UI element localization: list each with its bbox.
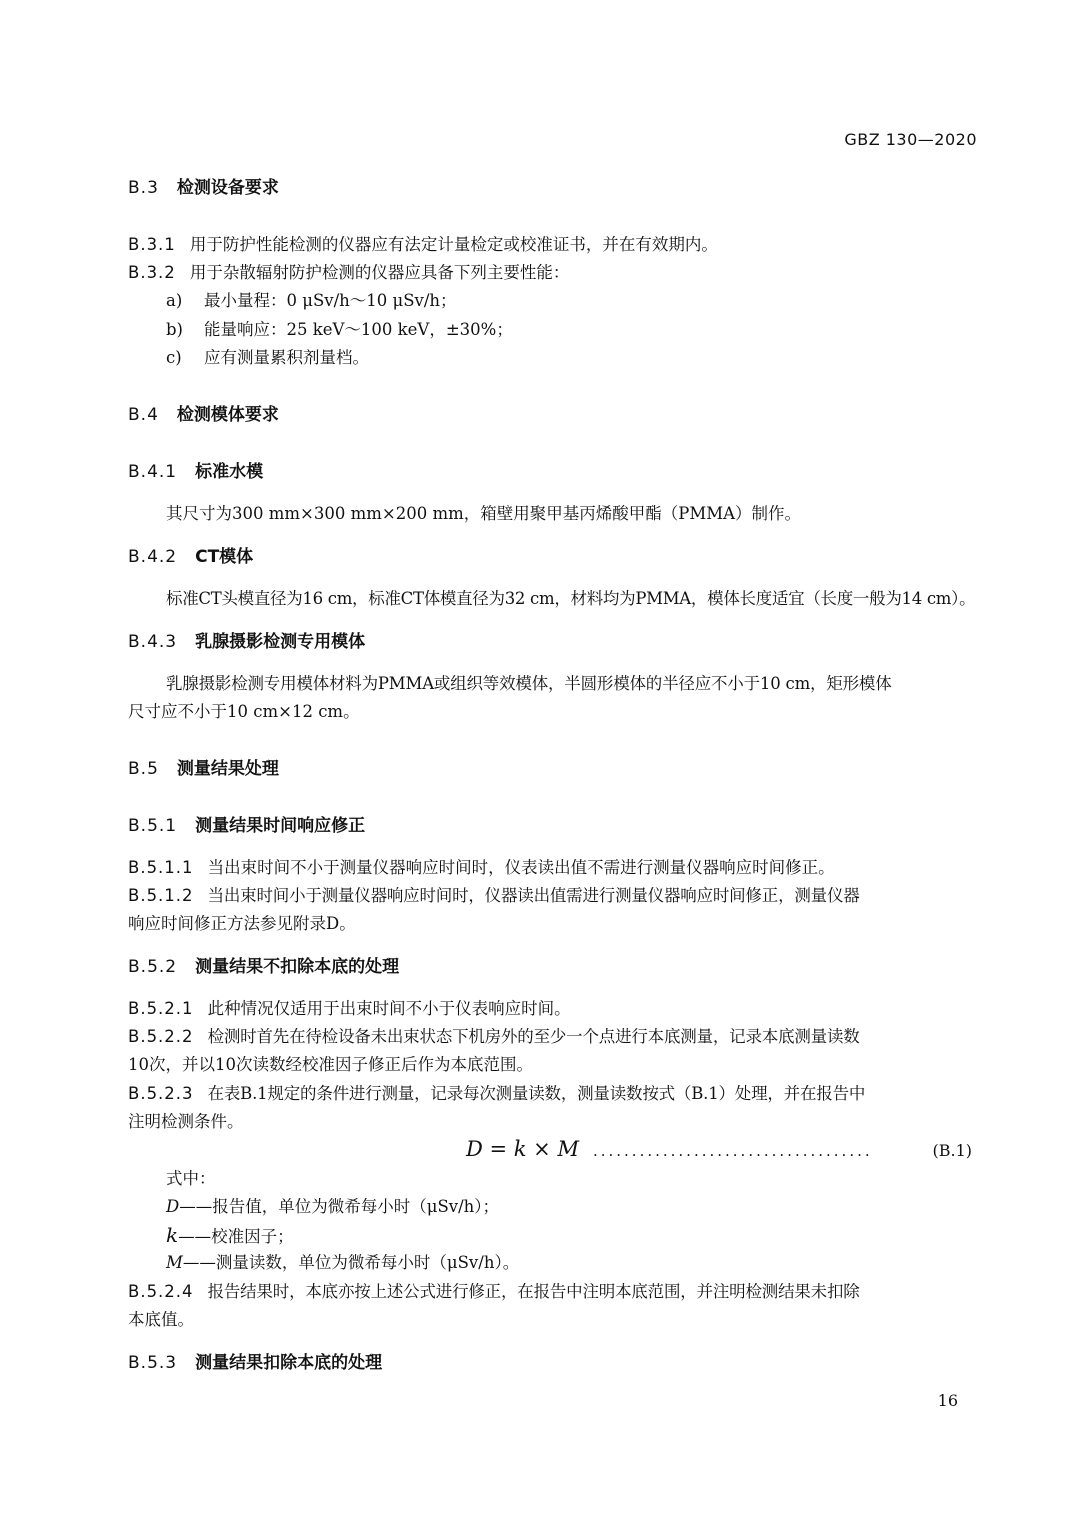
list-label: a) <box>166 291 183 310</box>
paragraph-b41: 其尺寸为300 mm×300 mm×200 mm，箱壁用聚甲基丙烯酸甲酯（PMMA）制作。 <box>166 504 802 523</box>
clause-text: 用于防护性能检测的仪器应有法定计量检定或校准证书，并在有效期内。 <box>189 235 718 254</box>
subsection-heading-b43 <box>128 630 365 654</box>
section-title: 标准水模 <box>195 462 264 482</box>
section-number: B.5.1 <box>128 816 178 836</box>
clause-text: 在表B.1规定的条件进行测量，记录每次测量读数，测量读数按式（B.1）处理，并在报告中 <box>207 1084 866 1103</box>
clause-text: 此种情况仅适用于出束时间不小于仪表响应时间。 <box>207 999 571 1018</box>
section-number: B.4.2 <box>128 547 178 567</box>
equation-b1 <box>466 1137 972 1161</box>
clause-text: 当出束时间小于测量仪器响应时间时，仪器读出值需进行测量仪器响应时间修正，测量仪器 <box>207 886 860 905</box>
clause-number: B.3.1 <box>128 235 176 254</box>
section-title: 测量结果不扣除本底的处理 <box>195 957 400 977</box>
subsection-heading-b51 <box>128 814 365 838</box>
standard-code: GBZ 130—2020 <box>844 130 977 149</box>
clause-b522 <box>128 1025 860 1049</box>
section-title: 乳腺摄影检测专用模体 <box>195 632 366 652</box>
subsection-heading-b42 <box>128 545 253 569</box>
subsection-heading-b41 <box>128 460 263 484</box>
section-title: 测量结果时间响应修正 <box>195 816 366 836</box>
where-label: 式中： <box>166 1169 216 1188</box>
clause-b524 <box>128 1280 860 1304</box>
equation-number: (B.1) <box>932 1141 972 1160</box>
variable-symbol: M <box>166 1253 183 1272</box>
clause-b523 <box>128 1082 865 1106</box>
variable-definition <box>166 1195 499 1219</box>
list-item <box>166 318 513 342</box>
clause-b32 <box>128 261 569 285</box>
variable-definition <box>166 1251 519 1275</box>
clause-b522-continued: 10次，并以10次读数经校准因子修正后作为本底范围。 <box>128 1055 533 1074</box>
clause-text: 检测时首先在待检设备未出束状态下机房外的至少一个点进行本底测量，记录本底测量读数 <box>207 1027 860 1046</box>
page-number: 16 <box>937 1391 958 1410</box>
paragraph-b43-line2: 尺寸应不小于10 cm×12 cm。 <box>128 702 360 721</box>
clause-text: 报告结果时，本底亦按上述公式进行修正，在报告中注明本底范围，并注明检测结果未扣除 <box>207 1282 860 1301</box>
variable-description: ——报告值，单位为微希每小时（μSv/h）； <box>179 1197 500 1216</box>
clause-number: B.5.2.4 <box>128 1282 194 1301</box>
list-text: 能量响应：25 keV～100 keV，±30%； <box>204 320 513 339</box>
variable-symbol: D <box>166 1197 180 1216</box>
clause-b512 <box>128 884 860 908</box>
clause-number: B.3.2 <box>128 263 176 282</box>
subsection-heading-b52 <box>128 955 399 979</box>
section-number: B.5.3 <box>128 1353 178 1373</box>
section-number: B.4 <box>128 405 159 425</box>
variable-description: ——测量读数，单位为微希每小时（μSv/h）。 <box>182 1253 520 1272</box>
clause-b524-continued: 本底值。 <box>128 1310 194 1329</box>
clause-number: B.5.1.1 <box>128 858 194 877</box>
subsection-heading-b53 <box>128 1351 382 1375</box>
section-number: B.4.1 <box>128 462 178 482</box>
clause-number: B.5.2.2 <box>128 1027 194 1046</box>
list-text: 应有测量累积剂量档。 <box>204 348 369 367</box>
list-text: 最小量程：0 μSv/h～10 μSv/h； <box>204 291 457 310</box>
clause-b511 <box>128 856 835 880</box>
clause-number: B.5.2.3 <box>128 1084 194 1103</box>
section-heading-b3 <box>128 176 279 200</box>
clause-b512-continued: 响应时间修正方法参见附录D。 <box>128 914 356 933</box>
variable-definition <box>166 1223 294 1249</box>
section-title: 测量结果扣除本底的处理 <box>195 1353 383 1373</box>
variable-symbol: k <box>166 1223 179 1247</box>
clause-number: B.5.1.2 <box>128 886 194 905</box>
clause-b523-continued: 注明检测条件。 <box>128 1112 244 1131</box>
equation-leader-dots: .................................... <box>592 1142 873 1160</box>
paragraph-b42: 标准CT头模直径为16 cm，标准CT体模直径为32 cm，材料均为PMMA，模体长度适宜（长度一般为14 cm）。 <box>166 589 976 608</box>
section-title: CT模体 <box>195 547 254 567</box>
list-item <box>166 346 369 370</box>
list-item <box>166 289 457 313</box>
section-number: B.5.2 <box>128 957 178 977</box>
section-heading-b5 <box>128 757 279 781</box>
equation-expression: D = k × M <box>466 1137 579 1161</box>
clause-number: B.5.2.1 <box>128 999 194 1018</box>
section-heading-b4 <box>128 403 279 427</box>
section-title: 检测设备要求 <box>176 178 279 198</box>
paragraph-b43-line1: 乳腺摄影检测专用模体材料为PMMA或组织等效模体，半圆形模体的半径应不小于10 cm，矩形模体 <box>166 674 892 693</box>
section-number: B.5 <box>128 759 159 779</box>
section-number: B.3 <box>128 178 159 198</box>
list-label: c) <box>166 348 182 367</box>
clause-text: 当出束时间不小于测量仪器响应时间时，仪表读出值不需进行测量仪器响应时间修正。 <box>207 858 835 877</box>
section-number: B.4.3 <box>128 632 178 652</box>
variable-description: ——校准因子； <box>178 1227 294 1246</box>
clause-text: 用于杂散辐射防护检测的仪器应具备下列主要性能： <box>189 263 570 282</box>
section-title: 检测模体要求 <box>176 405 279 425</box>
section-title: 测量结果处理 <box>176 759 279 779</box>
clause-b31 <box>128 233 718 257</box>
clause-b521 <box>128 997 571 1021</box>
list-label: b) <box>166 320 183 339</box>
